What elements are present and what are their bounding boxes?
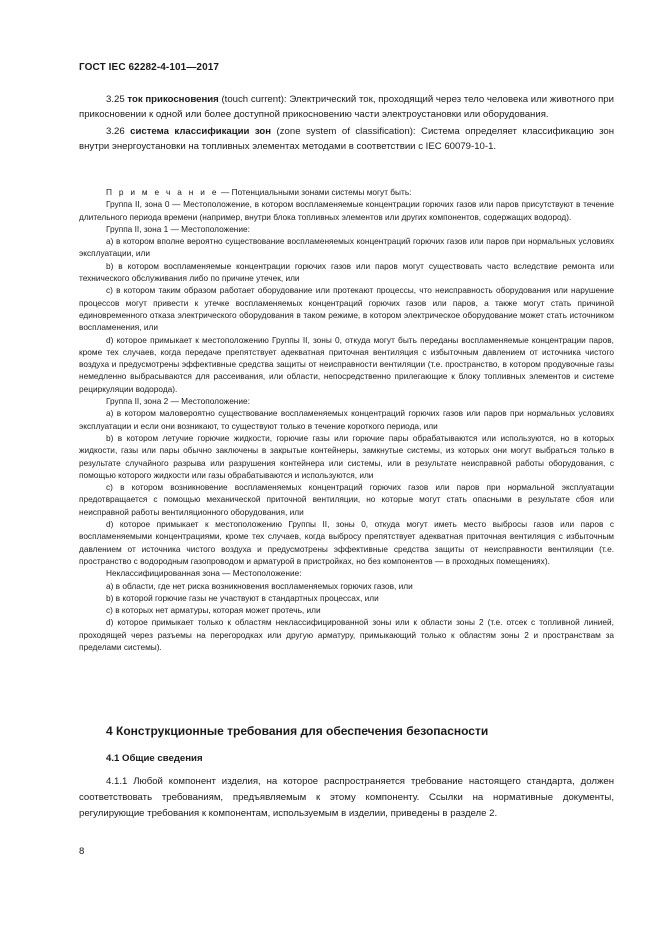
paragraph-4-1-1: 4.1.1 Любой компонент изделия, на которое распространяется требование настоящего стандарта, должен соответствовать требованиям, предъявляемым к этому компоненту. Ссылки на нормативные документы, регулирующие требования к компонентам, используемым в изделии, приведены в разделе 2. xyxy=(79,776,614,819)
note-line: b) в котором летучие горючие жидкости, горючие газы или горючие пары обрабатываются или используются, но в которых жидкости, газы или пары обычно заключены в закрытые контейнеры, замкнутые системы, из которых они могут выбраться только в результате случайного разрыва или разрушения контейнера или системы, или в результате неисправной работы оборудования, с помощью которого жидкости или газы обрабатываются и используются, или xyxy=(79,432,614,480)
note-line: Неклассифицированная зона — Местоположение: xyxy=(106,568,302,579)
page-number: 8 xyxy=(79,846,85,857)
note-block xyxy=(79,186,614,653)
definitions-block xyxy=(79,92,614,154)
note-label: П р и м е ч а н и е xyxy=(106,187,219,197)
note-line: a) в котором вполне вероятно существование воспламеняемых концентраций горючих газов или паров при нормальных условиях эксплуатации, или xyxy=(79,236,614,259)
note-line: d) которое примыкает к местоположению Группы II, зоны 0, откуда могут быть переданы воспламеняемые концентрации паров, кроме тех случаев, когда передаче препятствует адекватная приточная вентиляция с избыточным давлением от источника чистого воздуха и предусмотрены эффективные средства защиты от неисправности вентиляции (т.е. пространство, в котором продувочные газы немедленно выбрасываются для рассеивания, или области, непосредственно прилегающие к блоку топливных элементов и системе рециркуляции водорода). xyxy=(79,334,614,394)
note-line: Группа II, зона 1 — Местоположение: xyxy=(106,223,250,234)
note-line: Группа II, зона 2 — Местоположение: xyxy=(106,396,250,407)
definition-term: ток прикосновения xyxy=(127,94,219,105)
note-line: a) в области, где нет риска возникновения воспламеняемых горючих газов, или xyxy=(106,580,413,591)
body-paragraph-block xyxy=(79,774,614,822)
note-line: c) в котором возникновение воспламеняемых концентраций горючих газов или паров при нормальной эксплуатации предотвращается с помощью механической приточной вентиляции, но которые могут стать опасными в результате сбоя или неисправной работы вентиляционного оборудования, или xyxy=(79,482,614,517)
note-line: a) в котором маловероятно существование воспламеняемых концентраций горючих газов или паров при нормальных условиях эксплуатации и если они возникают, то существуют только в течение короткого периода, или xyxy=(79,408,614,431)
note-intro xyxy=(79,186,614,198)
document-header: ГОСТ IEC 62282-4-101—2017 xyxy=(79,62,220,73)
note-intro-text: — Потенциальными зонами системы могут быть: xyxy=(218,187,412,197)
definition-number: 3.25 xyxy=(106,94,125,105)
definition-3-26 xyxy=(79,124,614,154)
note-line: b) в которой горючие газы не участвуют в стандартных процессах, или xyxy=(106,592,379,603)
note-line: c) в которых нет арматуры, которая может протечь, или xyxy=(106,605,321,616)
subsection-heading: 4.1 Общие сведения xyxy=(106,753,203,764)
note-line: d) которое примыкает к местоположению Группы II, зоны 0, откуда могут иметь место выбросы газов или паров с воспламеняемыми концентрациями, кроме тех случаев, когда выбросу препятствует адекватная приточная вентиляция с избыточным давлением от источника чистого воздуха и предусмотрены эффективные средства защиты от неисправности вентиляции (т.е. пространство с водородным газопроводом и арматурой в пристройках, но без компонентов — в проходных помещениях). xyxy=(79,519,614,566)
definition-number: 3.26 xyxy=(106,126,125,137)
definition-term: система классификации зон xyxy=(130,126,272,137)
definition-text: (touch current): Электрический ток, проходящий через тело человека или животного при прикосновении к одной или более доступной прикосновению части электроустановки или оборудования. xyxy=(79,94,615,120)
note-line: b) в котором воспламеняемые концентрации горючих газов или паров могут существовать часто вследствие ремонта или технического обслуживания либо по причине утечек, или xyxy=(79,260,614,284)
definition-text: (zone system of classification): Система определяет классификацию зон внутри энергоустановки на топливных элементах методами в соответствии с IEC 60079-10-1. xyxy=(79,126,615,152)
note-line: d) которое примыкает только к областям неклассифицированной зоны или к области зоны 2 (т.е. отсек с топливной линией, проходящей через разъемы на перегородках или другую арматуру, примыкающий только к областям зоны 2 и пространствам за пределами системы). xyxy=(79,617,614,652)
definition-3-25 xyxy=(79,92,614,122)
section-heading: 4 Конструкционные требования для обеспечения безопасности xyxy=(106,724,489,738)
note-line: c) в котором таким образом работает оборудование или протекают процессы, что неисправность оборудования или нарушение процессов могут привести к утечке воспламеняемых концентраций горючих газов или паров, а также могут стать причиной единовременного отказа электрического оборудования в таком режиме, в котором электрическое оборудование может стать источником воспламенения, или xyxy=(79,285,614,333)
note-line: Группа II, зона 0 — Местоположение, в котором воспламеняемые концентрации горючих газов или паров присутствуют в течение длительного периода времени (например, внутри блока топливных элементов или других компонентов, содержащих водород). xyxy=(79,199,614,222)
